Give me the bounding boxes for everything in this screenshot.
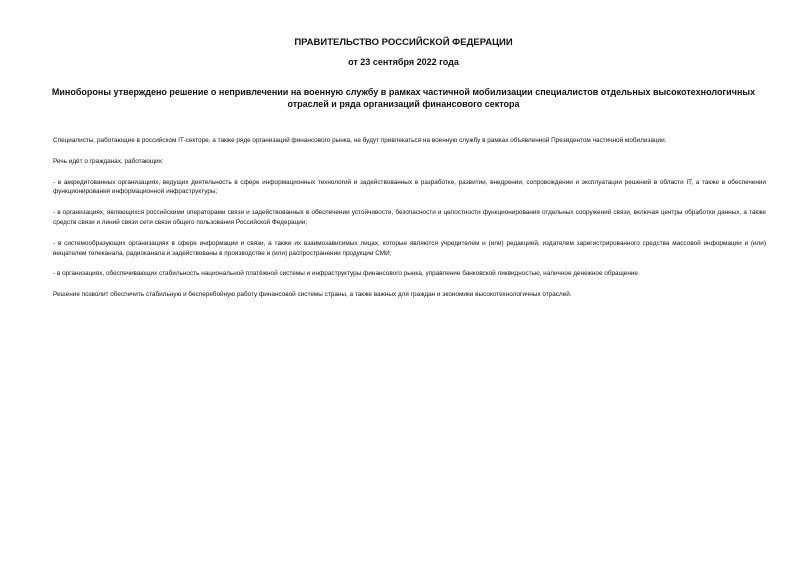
paragraph-item-media: - в системообразующих организациях в сфере информации и связи, а также их взаимозависимых лицах, которые являются учредителем и (или) редакцией, издателем зарегистрированного средства массовой информации и (или) вещателем телеканала, радиоканала и задействованы в производстве и (или) распространении продукции СМИ; bbox=[53, 239, 766, 257]
document-title: Минобороны утверждено решение о непривлечении на военную службу в рамках частичной мобилизации специалистов отдельных высокотехнологичных отраслей и ряда организаций финансового сектора bbox=[51, 87, 756, 109]
document-organization: ПРАВИТЕЛЬСТВО РОССИЙСКОЙ ФЕДЕРАЦИИ bbox=[294, 37, 513, 48]
document-body bbox=[53, 136, 766, 311]
paragraph-item-finance: - в организациях, обеспечивающих стабильность национальной платёжной системы и инфраструктуры финансового рынка, управление банковской ликвидностью, наличное денежное обращение. bbox=[53, 270, 640, 278]
paragraph-item-it: - в аккредитованных организациях, ведущих деятельность в сфере информационных технологий и задействованных в разработке, развитии, внедрении, сопровождении и эксплуатации решений в области IT, а также в обеспечении функционирования информационной инфраструктуры; bbox=[53, 178, 766, 196]
paragraph-list-intro: Речь идёт о гражданах, работающих: bbox=[53, 157, 164, 165]
paragraph-item-telecom: - в организациях, являющихся российскими операторами связи и задействованных в обеспечении устойчивости, безопасности и целостности функционирования отдельных сооружений связи, включая центры обработки данных, а также средств связи и линий связи сети связи общего пользования Российской Федерации; bbox=[53, 209, 766, 226]
paragraph-intro: Специалисты, работающие в российском IT-секторе, а также ряде организаций финансового рынка, не будут привлекаться на военную службу в рамках объявленной Президентом частичной мобилизации. bbox=[53, 137, 667, 144]
document-date: от 23 сентября 2022 года bbox=[348, 57, 459, 67]
paragraph-conclusion: Решение позволит обеспечить стабильную и бесперебойную работу финансовой системы страны, а также важных для граждан и экономики высокотехнологичных отраслей. bbox=[53, 291, 572, 299]
